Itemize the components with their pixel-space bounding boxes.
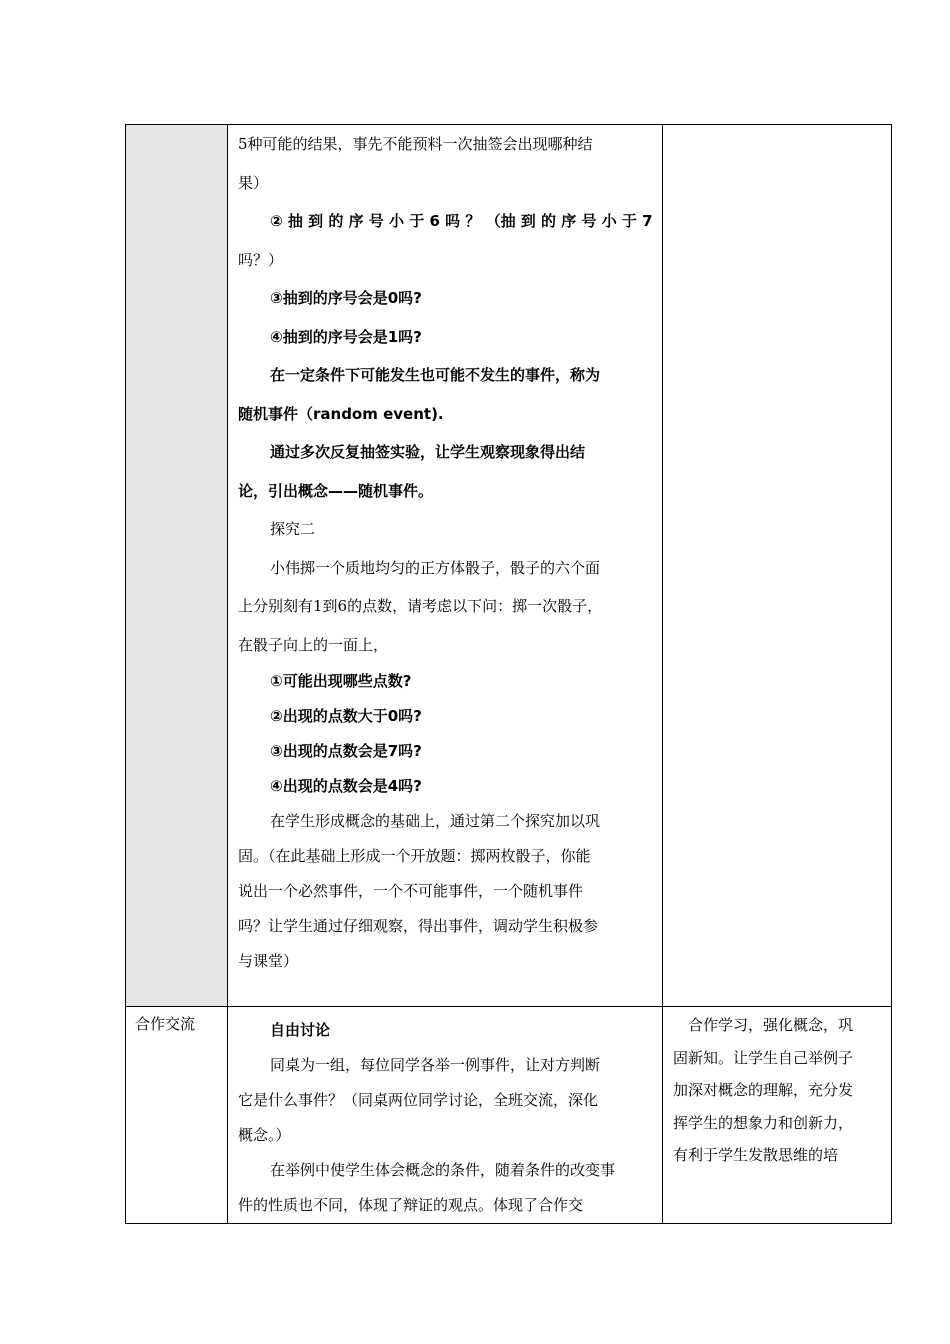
text-line: ①可能出现哪些点数?	[270, 672, 412, 690]
text-line: 随机事件（random event).	[238, 404, 444, 423]
text-line: ②出现的点数大于0吗?	[270, 707, 422, 725]
text-line: 论，引出概念——随机事件。	[238, 481, 434, 500]
text-line: 件的性质也不同，体现了辩证的观点。体现了合作交	[238, 1196, 584, 1214]
design-intent-text	[663, 1007, 891, 1172]
text-line: 在骰子向上的一面上，	[238, 635, 389, 654]
text-line: 5种可能的结果，事先不能预料一次抽签会出现哪种结	[238, 135, 593, 153]
text-line: 在学生形成概念的基础上，通过第二个探究加以巩	[270, 812, 601, 830]
content-cell-cooperation	[228, 1007, 663, 1224]
text-line: 探究二	[270, 520, 316, 538]
text-line: 它是什么事件？（同桌两位同学讨论，全班交流，深化	[238, 1091, 599, 1109]
text-line: 果）	[238, 173, 269, 192]
text-line: 自由讨论	[270, 1021, 331, 1039]
text-line: ④抽到的序号会是1吗?	[270, 327, 422, 346]
table-row-exploration	[126, 125, 892, 1007]
text-line: 同桌为一组，每位同学各举一例事件，让对方判断	[270, 1056, 601, 1074]
note-line: 有利于学生发散思维的培	[673, 1146, 839, 1164]
note-line: 固新知。让学生自己举例子	[673, 1048, 854, 1067]
section-label-cell-empty	[126, 125, 228, 1007]
lesson-plan-table	[125, 124, 892, 1224]
table-row-cooperation	[126, 1007, 892, 1224]
text-line: 上分别刻有1到6的点数，请考虑以下问：掷一次骰子，	[238, 597, 603, 615]
text-line: 与课堂）	[238, 952, 299, 970]
notes-cell-empty	[663, 125, 892, 1007]
text-line: ④出现的点数会是4吗?	[270, 777, 422, 795]
text-line: ③抽到的序号会是0吗?	[270, 289, 422, 307]
text-line: ③出现的点数会是7吗?	[270, 742, 422, 760]
text-line: 固。（在此基础上形成一个开放题：掷两枚骰子，你能	[238, 847, 591, 865]
note-line: 加深对概念的理解，充分发	[673, 1081, 854, 1099]
text-line: 在一定条件下可能发生也可能不发生的事件，称为	[270, 366, 601, 384]
cooperation-text	[228, 1013, 662, 1223]
text-line: 小伟掷一个质地均匀的正方体骰子，骰子的六个面	[270, 558, 601, 577]
section-label-cooperation: 合作交流	[135, 1015, 196, 1033]
text-line: 吗？）	[238, 250, 284, 269]
exploration-text	[228, 125, 662, 979]
text-line: 吗？让学生通过仔细观察，得出事件，调动学生积极参	[238, 917, 599, 935]
content-cell-exploration	[228, 125, 663, 1007]
note-line: 挥学生的想象力和创新力，	[673, 1113, 854, 1132]
note-line: 合作学习，强化概念，巩	[673, 1016, 854, 1034]
text-line: 说出一个必然事件，一个不可能事件，一个随机事件	[238, 882, 584, 900]
text-line: 通过多次反复抽签实验，让学生观察现象得出结	[270, 443, 586, 461]
section-label-cell	[126, 1007, 228, 1224]
text-line: 在举例中使学生体会概念的条件，随着条件的改变事	[270, 1161, 616, 1179]
text-line: ② 抽 到 的 序 号 小 于 6 吗 ？ （抽 到 的 序 号 小 于 7	[270, 212, 653, 230]
text-line: 概念。）	[238, 1126, 291, 1144]
notes-cell-cooperation	[663, 1007, 892, 1224]
